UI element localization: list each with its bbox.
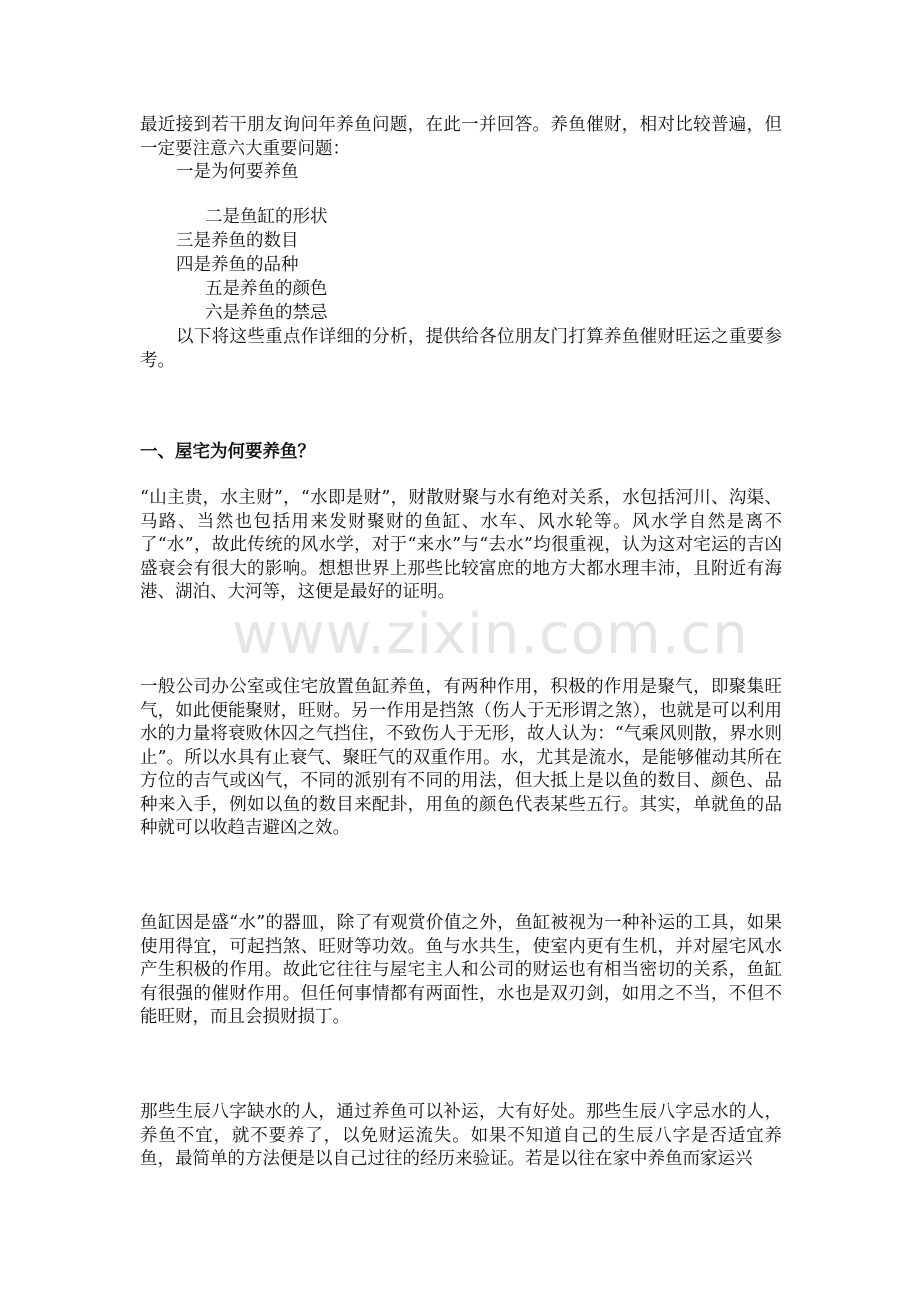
paragraph-3: 鱼缸因是盛“水”的器皿，除了有观赏价值之外，鱼缸被视为一种补运的工具，如果使用得宜，可起挡煞、旺财等功效。鱼与水共生，使室内更有生机，并对屋宅风水产生积极的作用。故此它往往与屋宅主人和公司的财运也有相当密切的关系，鱼缸有很强的催财作用。但任何事情都有两面性，水也是双刃剑，如用之不当，不但不能旺财，而且会损财损丁。: [140, 913, 782, 1027]
paragraph-1: “山主贵，水主财”，“水即是财”，财散财聚与水有绝对关系，水包括河川、沟渠、马路、当然也包括用来发财聚财的鱼缸、水车、风水轮等。风水学自然是离不了“水”，故此传统的风水学，对于“来水”与“去水”均很重视，认为这对宅运的吉凶盛衰会有很大的影响。想想世界上那些比较富庶的地方大都水理丰沛，且附近有海港、湖泊、大河等，这便是最好的证明。: [140, 488, 782, 602]
list-item-3: 三是养鱼的数目: [176, 231, 299, 251]
list-item-6: 六是养鱼的禁忌: [205, 303, 328, 323]
paragraph-2: 一般公司办公室或住宅放置鱼缸养鱼，有两种作用，积极的作用是聚气，即聚集旺气，如此便能聚财，旺财。另一作用是挡煞（伤人于无形谓之煞），也就是可以利用水的力量将衰败休囚之气挡住，不致伤人于无形，故人认为：“气乘风则散，界水则止”。所以水具有止衰气、聚旺气的双重作用。水，尤其是流水，是能够催动其所在方位的吉气或凶气，不同的派别有不同的用法，但大抵上是以鱼的数目、颜色、品种来入手，例如以鱼的数目来配卦，用鱼的颜色代表某些五行。其实，单就鱼的品种就可以收趋吉避凶之效。: [140, 677, 782, 838]
list-item-1: 一是为何要养鱼: [176, 162, 299, 182]
list-item-2: 二是鱼缸的形状: [205, 207, 328, 227]
list-item-4: 四是养鱼的品种: [176, 255, 299, 275]
list-item-5: 五是养鱼的颜色: [205, 279, 328, 299]
intro-paragraph: 最近接到若干朋友询问年养鱼问题，在此一并回答。养鱼催财，相对比较普遍，但一定要注意六大重要问题：: [140, 115, 782, 159]
paragraph-4: 那些生辰八字缺水的人，通过养鱼可以补运，大有好处。那些生辰八字忌水的人，养鱼不宜，就不要养了，以免财运流失。如果不知道自己的生辰八字是否适宜养鱼，最简单的方法便是以自己过往的经历来验证。若是以往在家中养鱼而家运兴: [140, 1102, 782, 1169]
watermark: www.zixin.com.cn: [232, 602, 749, 667]
intro-closing: 以下将这些重点作详细的分析，提供给各位朋友门打算养鱼催财旺运之重要参考。: [140, 327, 782, 371]
section-heading: 一、屋宅为何要养鱼？: [140, 442, 315, 462]
